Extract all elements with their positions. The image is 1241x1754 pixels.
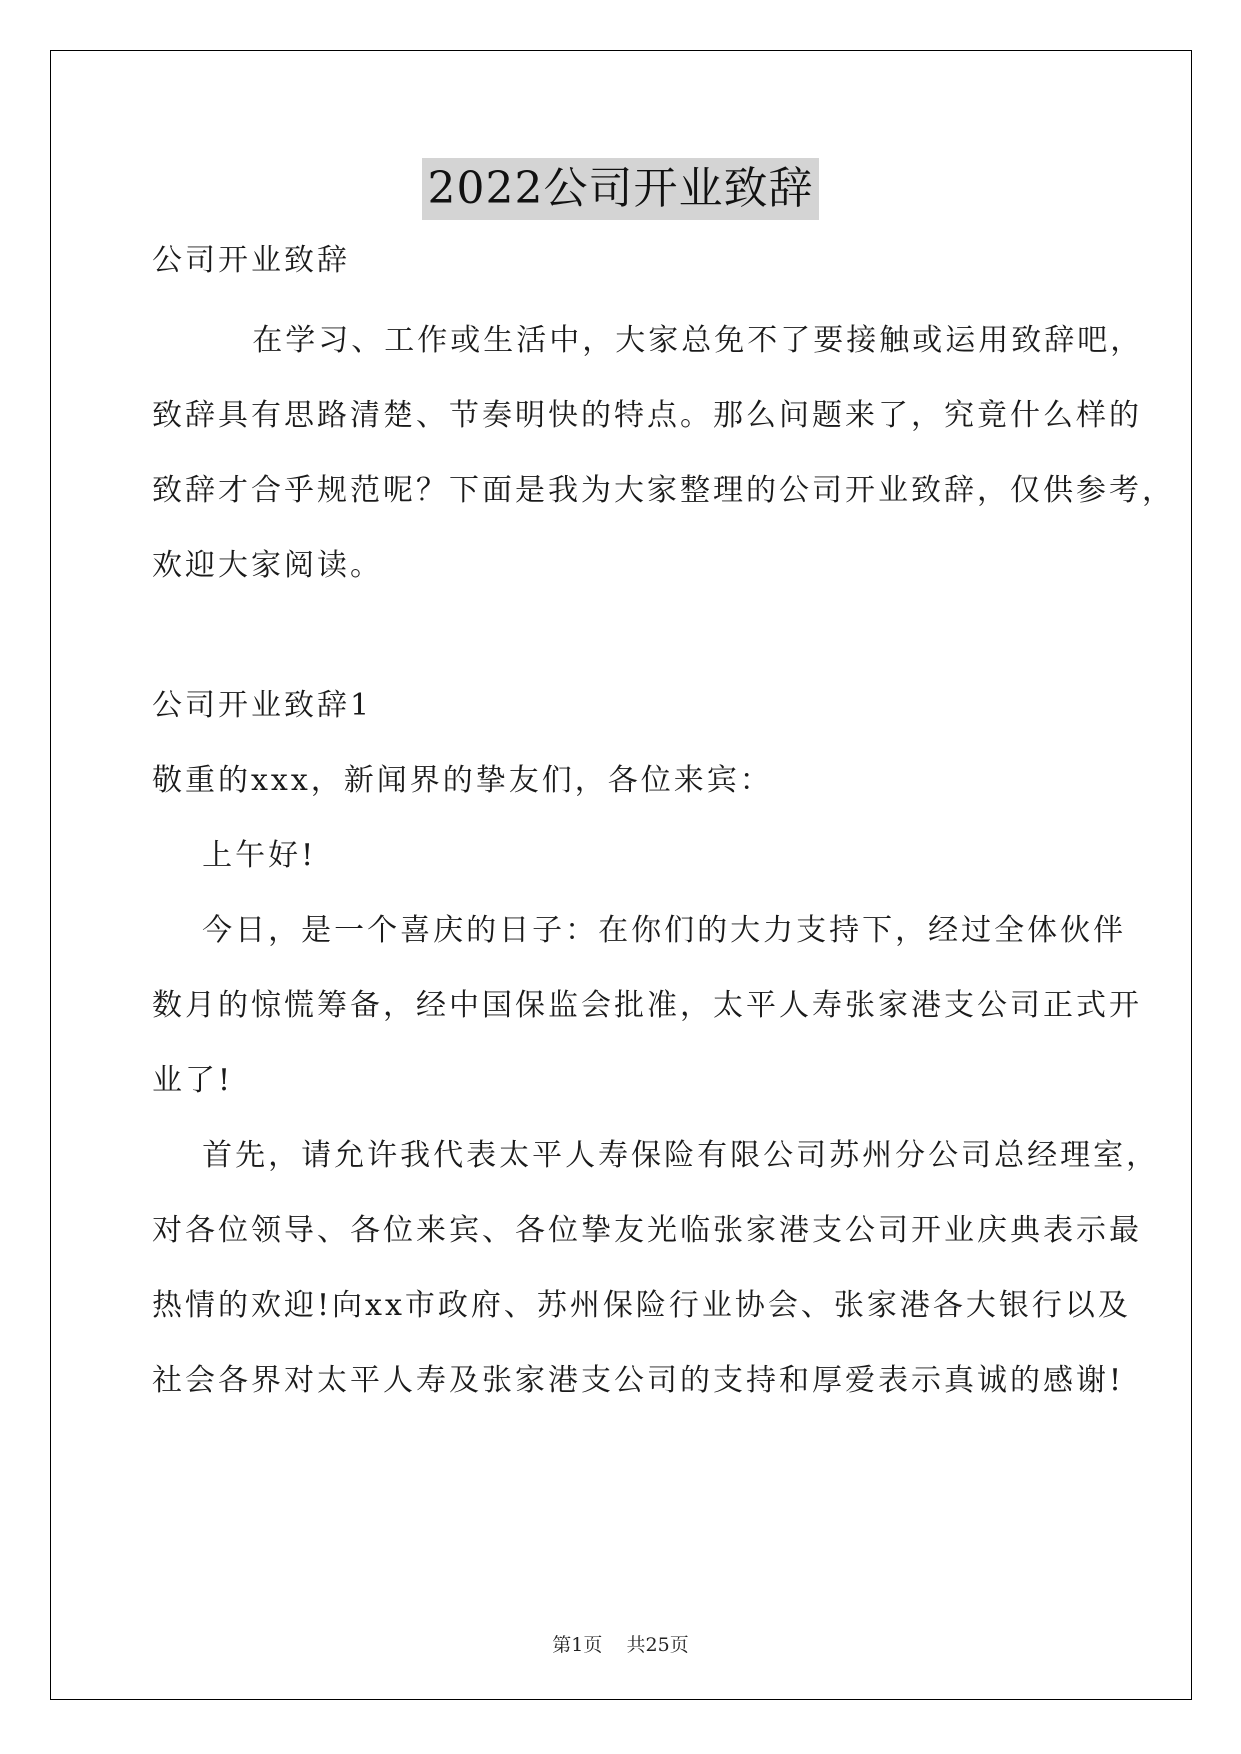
greeting-line: 上午好! [152, 838, 317, 873]
paragraph-line: 数月的惊慌筹备，经中国保监会批准，太平人寿张家港支公司正式开 [152, 988, 1142, 1023]
paragraph-line: 对各位领导、各位来宾、各位挚友光临张家港支公司开业庆典表示最 [152, 1213, 1142, 1248]
paragraph-line: 业了! [152, 1063, 234, 1098]
paragraph-line: 今日，是一个喜庆的日子：在你们的大力支持下，经过全体伙伴 [152, 913, 1127, 948]
paragraph-line: 在学习、工作或生活中，大家总免不了要接触或运用致辞吧， [152, 323, 1144, 358]
page-footer [0, 1630, 1241, 1657]
page-total: 共25页 [626, 1634, 689, 1656]
paragraph-line: 致辞具有思路清楚、节奏明快的特点。那么问题来了，究竟什么样的 [152, 398, 1142, 433]
document-title: 2022公司开业致辞 [422, 158, 820, 220]
page-number: 第1页 [552, 1634, 603, 1656]
title-container [0, 158, 1241, 220]
section-heading: 公司开业致辞1 [152, 688, 373, 723]
paragraph-line: 首先，请允许我代表太平人寿保险有限公司苏州分公司总经理室， [152, 1138, 1160, 1173]
paragraph-line: 致辞才合乎规范呢？下面是我为大家整理的公司开业致辞，仅供参考， [152, 473, 1175, 508]
paragraph-line: 欢迎大家阅读。 [152, 548, 383, 583]
section-heading: 公司开业致辞 [152, 243, 350, 278]
salutation-line: 敬重的xxx，新闻界的挚友们，各位来宾： [152, 763, 773, 798]
paragraph-line: 热情的欢迎!向xx市政府、苏州保险行业协会、张家港各大银行以及 [152, 1288, 1131, 1323]
paragraph-line: 社会各界对太平人寿及张家港支公司的支持和厚爱表示真诚的感谢! [152, 1363, 1125, 1398]
